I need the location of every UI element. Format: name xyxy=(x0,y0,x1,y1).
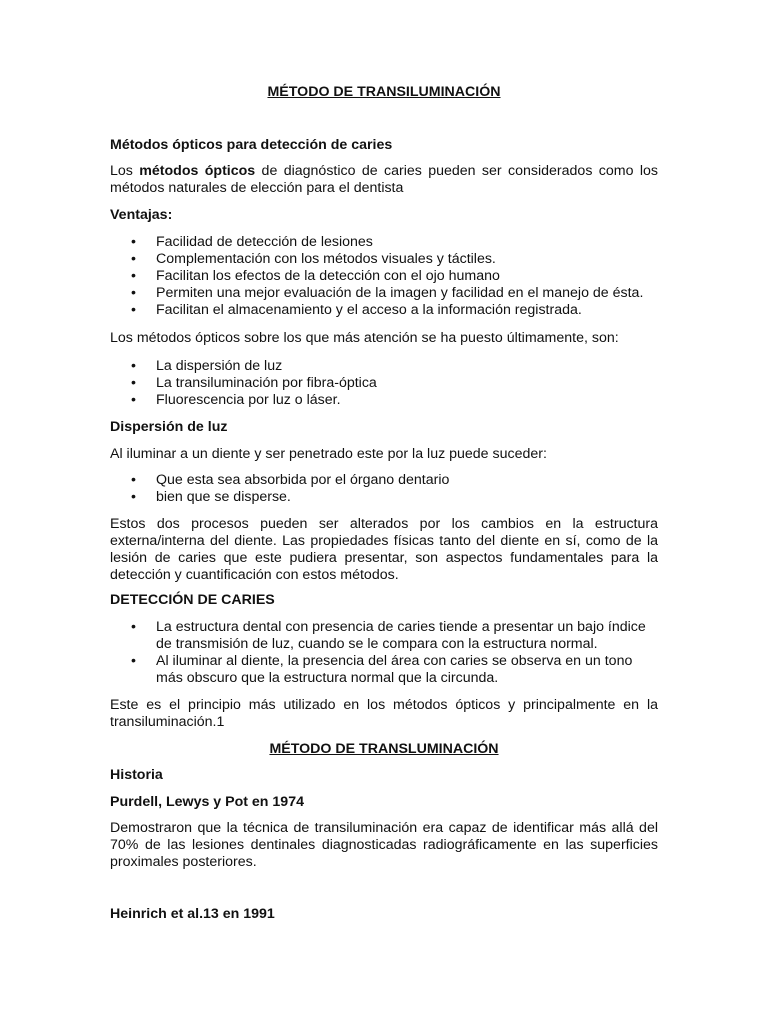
principio-paragraph: Este es el principio más utilizado en los métodos ópticos y principalmente en la transiluminación.1 xyxy=(110,697,658,730)
list-item: • La dispersión de luz xyxy=(110,358,658,375)
list-item: • Facilitan el almacenamiento y el acceso a la información registrada. xyxy=(110,302,658,319)
list-item: • Facilidad de detección de lesiones xyxy=(110,234,658,251)
list-item: • Complementación con los métodos visuales y táctiles. xyxy=(110,251,658,268)
deteccion-heading: DETECCIÓN DE CARIES xyxy=(110,592,275,608)
deteccion-list xyxy=(110,619,658,687)
second-title: MÉTODO DE TRANSLUMINACIÓN xyxy=(269,741,499,757)
list-item: • Al iluminar al diente, la presencia del área con caries se observa en un tono más obscuro que la estructura normal que la circunda. xyxy=(110,653,658,687)
purdell-paragraph: Demostraron que la técnica de transiluminación era capaz de identificar más allá del 70% de las lesiones dentinales diagnosticadas radiográficamente en las superficies proximales posteriores. xyxy=(110,820,658,870)
list-item: • La transiluminación por fibra-óptica xyxy=(110,375,658,392)
list-item: • Facilitan los efectos de la detección con el ojo humano xyxy=(110,268,658,285)
metodos-intro: Los métodos ópticos sobre los que más atención se ha puesto últimamente, son: xyxy=(110,330,619,346)
list-item: • La estructura dental con presencia de caries tiende a presentar un bajo índice de transmisión de luz, cuando se le compara con la estructura normal. xyxy=(110,619,658,653)
intro-bold-text: métodos ópticos xyxy=(139,163,256,179)
section-heading-metodos-opticos: Métodos ópticos para detección de caries xyxy=(110,137,393,153)
list-item: • Fluorescencia por luz o láser. xyxy=(110,392,658,409)
document-title: MÉTODO DE TRANSILUMINACIÓN xyxy=(267,84,501,100)
ventajas-list xyxy=(110,234,658,319)
intro-paragraph xyxy=(110,163,658,197)
list-item: • bien que se disperse. xyxy=(110,489,658,506)
dispersion-list xyxy=(110,472,658,506)
ventajas-heading: Ventajas: xyxy=(110,207,173,223)
intro-text-start: Los xyxy=(110,163,140,179)
metodos-list xyxy=(110,358,658,409)
heinrich-heading: Heinrich et al.13 en 1991 xyxy=(110,906,275,922)
intro-text-end: de diagnóstico de caries pueden ser considerados como los métodos naturales de elección para el dentista xyxy=(110,163,658,196)
dispersion-heading: Dispersión de luz xyxy=(110,419,228,435)
purdell-heading: Purdell, Lewys y Pot en 1974 xyxy=(110,794,304,810)
list-item: • Que esta sea absorbida por el órgano dentario xyxy=(110,472,658,489)
dispersion-intro: Al iluminar a un diente y ser penetrado este por la luz puede suceder: xyxy=(110,446,547,462)
dispersion-paragraph: Estos dos procesos pueden ser alterados por los cambios en la estructura externa/interna del diente. Las propiedades físicas tanto del diente en sí, como de la lesión de caries que este pudiera presentar, son aspectos fundamentales para la detección y cuantificación con estos métodos. xyxy=(110,516,658,583)
list-item: • Permiten una mejor evaluación de la imagen y facilidad en el manejo de ésta. xyxy=(110,285,658,302)
historia-heading: Historia xyxy=(110,767,163,783)
